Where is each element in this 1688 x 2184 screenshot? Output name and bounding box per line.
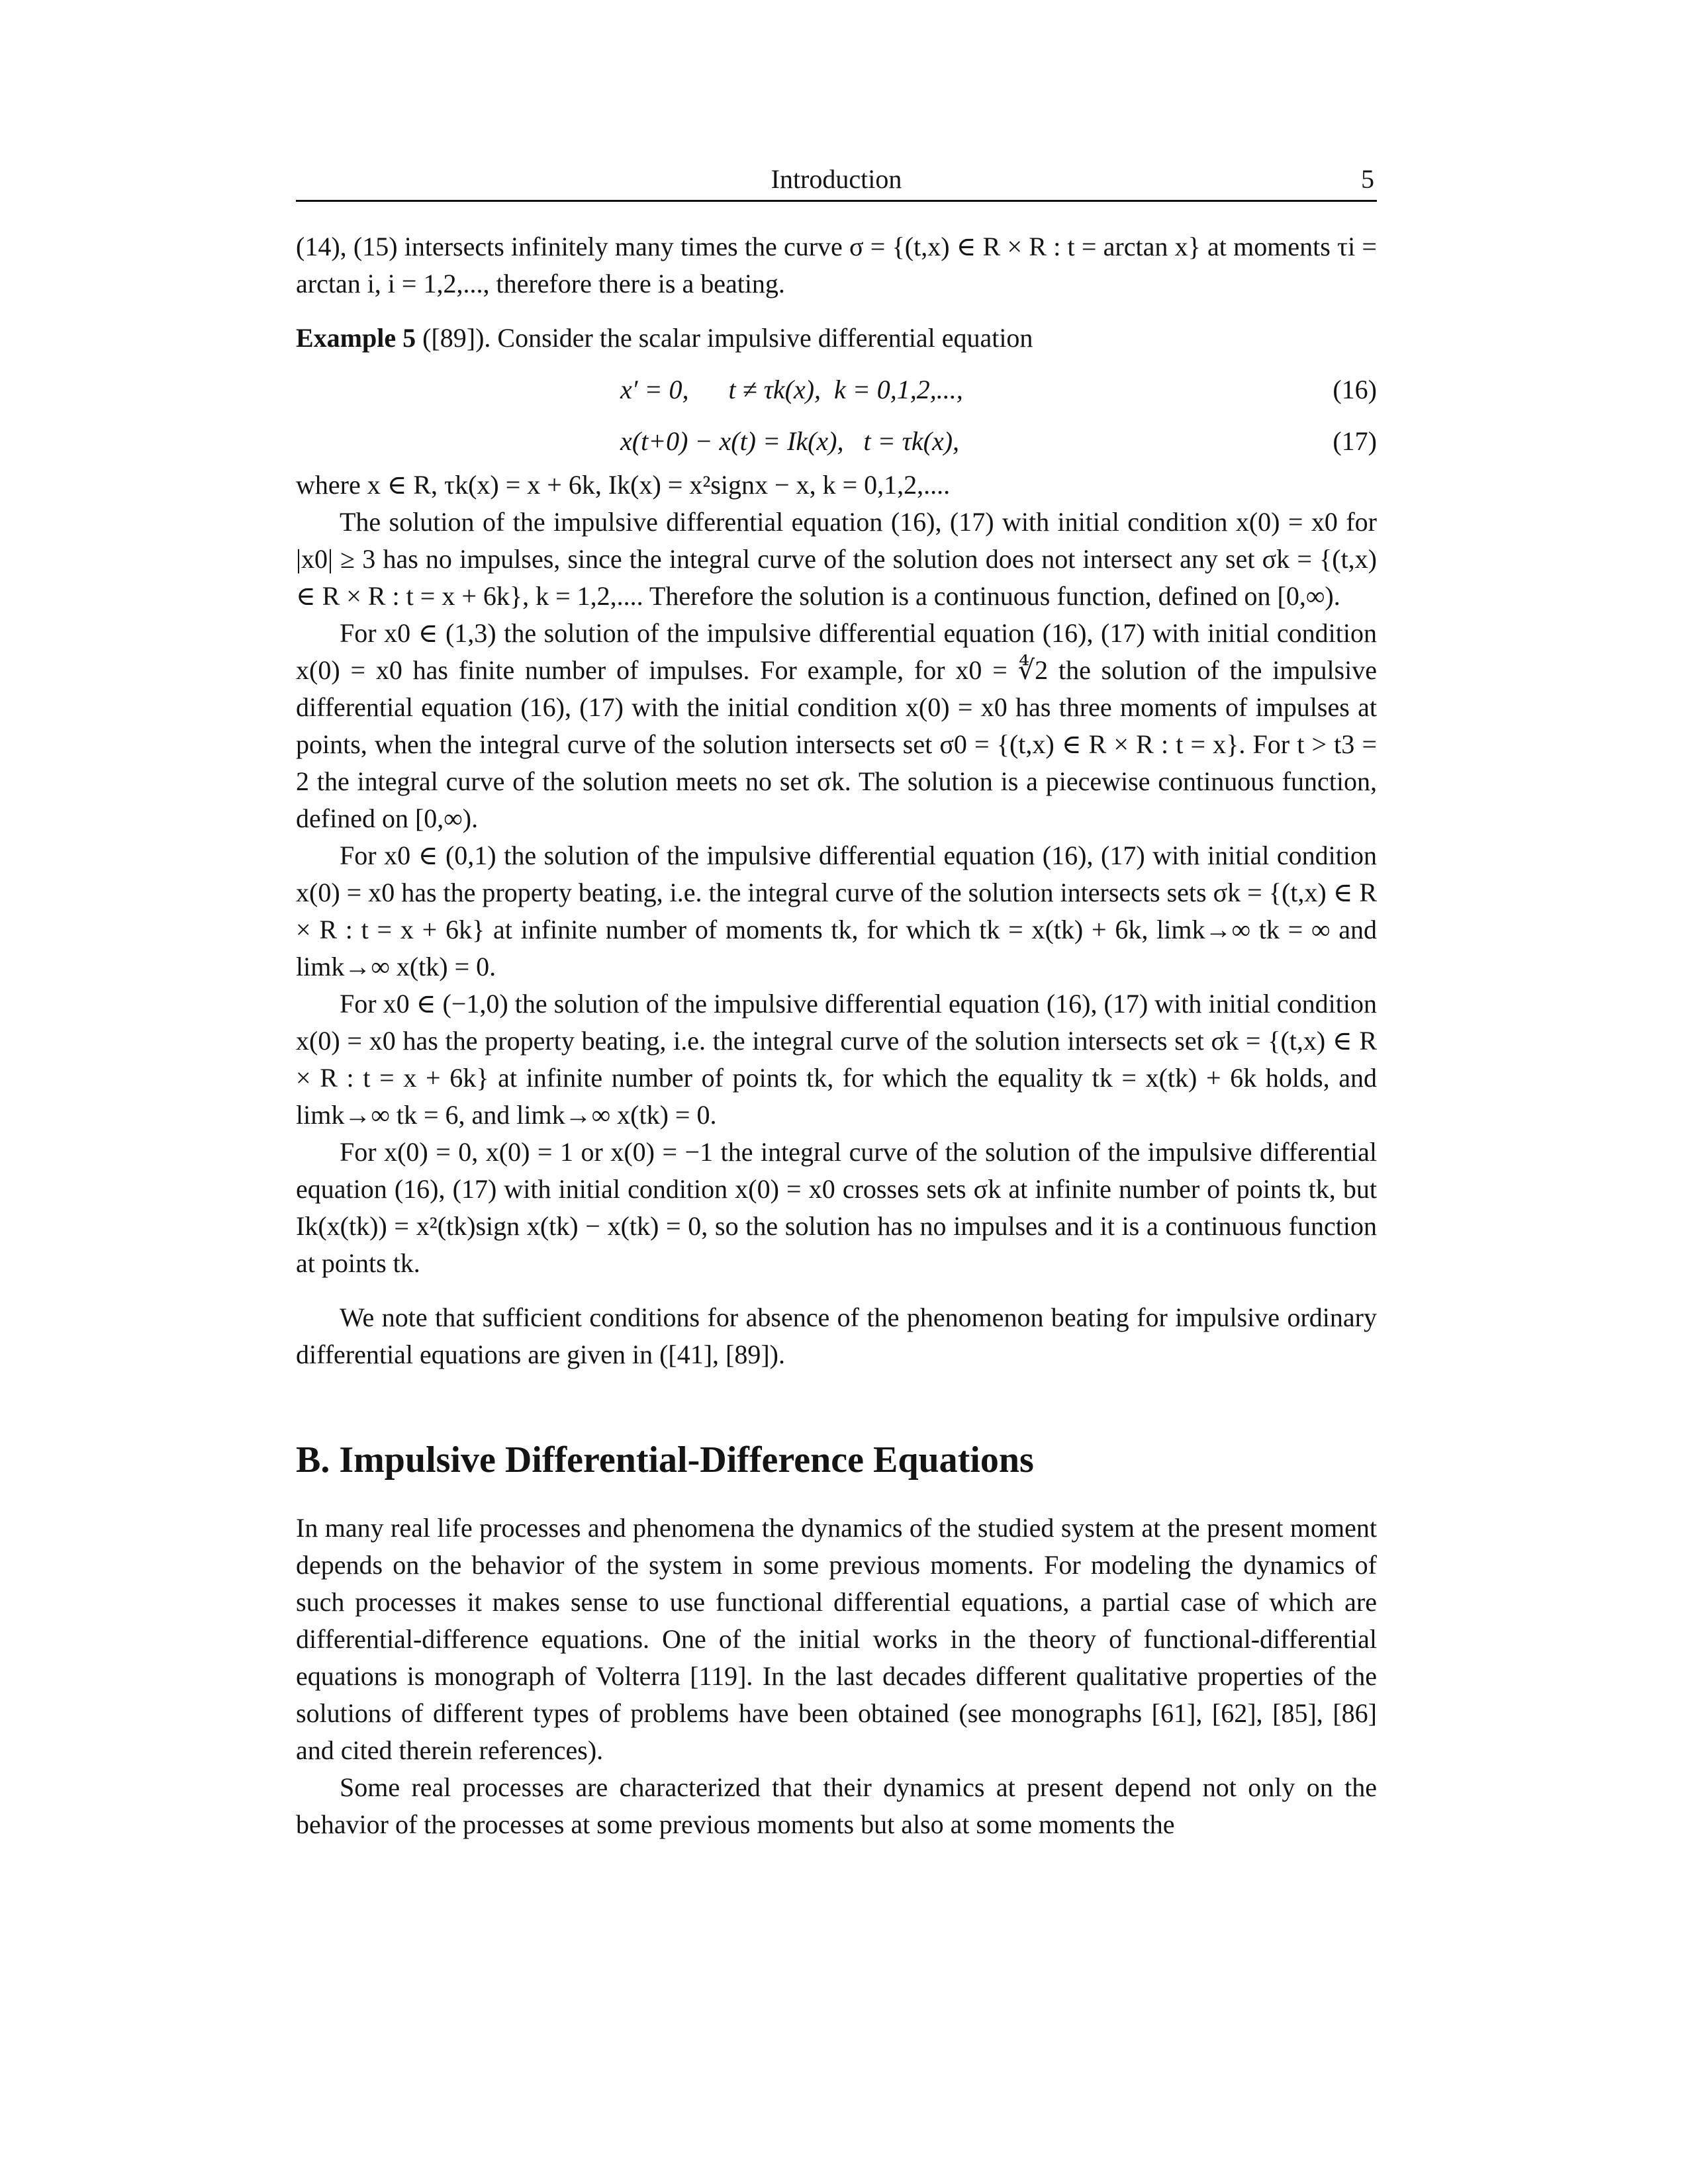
paragraph-7: In many real life processes and phenomena the dynamics of the studied system at the present moment depends on the behavior of the system in some previous moments. For modeling the dynamics of such processes it makes sense to use functional differential equations, a partial case of which are differential-difference equations. One of the initial works in the theory of functional-differential equations is monograph of Volterra [119]. In the last decades different qualitative properties of the solutions of different types of problems have been obtained (see monographs [61], [62], [85], [86] and cited therein references). [296, 1513, 1377, 1765]
equation-16-tag: (16) [1333, 375, 1377, 404]
paragraph-8: Some real processes are characterized that their dynamics at present depend not only on the behavior of the processes at some previous moments but also at some moments the [296, 1772, 1377, 1839]
equation-17-body: x(t+0) − x(t) = Ik(x), t = τk(x), [620, 426, 960, 456]
paragraph-where: where x ∈ R, τk(x) = x + 6k, Ik(x) = x²signx − x, k = 0,1,2,.... [296, 470, 951, 500]
header-title: Introduction [771, 164, 902, 194]
example-text: ([89]). Consider the scalar impulsive differential equation [416, 323, 1033, 353]
page-number: 5 [1361, 164, 1374, 194]
equation-16-body: x′ = 0, t ≠ τk(x), k = 0,1,2,..., [620, 375, 963, 404]
example-5-intro [296, 320, 1377, 357]
paragraph-6: We note that sufficient conditions for absence of the phenomenon beating for impulsive ordinary differential equations are given in ([41], [89]). [296, 1302, 1377, 1369]
equation-16 [296, 371, 1377, 408]
paragraph-continuation: (14), (15) intersects infinitely many times the curve σ = {(t,x) ∈ R × R : t = arctan x} at moments τi = arctan i, i = 1,2,..., therefore there is a beating. [296, 232, 1377, 298]
equation-17 [296, 423, 1377, 460]
paragraph-3: For x0 ∈ (0,1) the solution of the impulsive differential equation (16), (17) with initial condition x(0) = x0 has the property beating, i.e. the integral curve of the solution intersects sets σk = {(t,x) ∈ R × R : t = x + 6k} at infinite number of moments tk, for which tk = x(tk) + 6k, limk→∞ tk = ∞ and limk→∞ x(tk) = 0. [296, 841, 1377, 981]
paragraph-4: For x0 ∈ (−1,0) the solution of the impulsive differential equation (16), (17) with initial condition x(0) = x0 has the property beating, i.e. the integral curve of the solution intersects set σk = {(t,x) ∈ R × R : t = x + 6k} at infinite number of points tk, for which the equality tk = x(tk) + 6k holds, and limk→∞ tk = 6, and limk→∞ x(tk) = 0. [296, 989, 1377, 1130]
paragraph-1: The solution of the impulsive differential equation (16), (17) with initial condition x(0) = x0 for |x0| ≥ 3 has no impulses, since the integral curve of the solution does not intersect any set σk = {(t,x) ∈ R × R : t = x + 6k}, k = 1,2,.... Therefore the solution is a continuous function, defined on [0,∞). [296, 507, 1377, 611]
running-header [296, 159, 1377, 202]
page [296, 159, 1377, 1843]
paragraph-5: For x(0) = 0, x(0) = 1 or x(0) = −1 the integral curve of the solution of the impulsive differential equation (16), (17) with initial condition x(0) = x0 crosses sets σk at infinite number of points tk, but Ik(x(tk)) = x²(tk)sign x(tk) − x(tk) = 0, so the solution has no impulses and it is a continuous function at points tk. [296, 1137, 1377, 1278]
paragraph-2: For x0 ∈ (1,3) the solution of the impulsive differential equation (16), (17) with initial condition x(0) = x0 has finite number of impulses. For example, for x0 = ∜2 the solution of the impulsive differential equation (16), (17) with the initial condition x(0) = x0 has three moments of impulses at points, when the integral curve of the solution intersects set σ0 = {(t,x) ∈ R × R : t = x}. For t > t3 = 2 the integral curve of the solution meets no set σk. The solution is a piecewise continuous function, defined on [0,∞). [296, 618, 1378, 833]
section-heading: B. Impulsive Differential-Difference Equations [296, 1439, 1034, 1480]
example-label: Example 5 [296, 323, 416, 353]
equation-17-tag: (17) [1333, 426, 1377, 456]
